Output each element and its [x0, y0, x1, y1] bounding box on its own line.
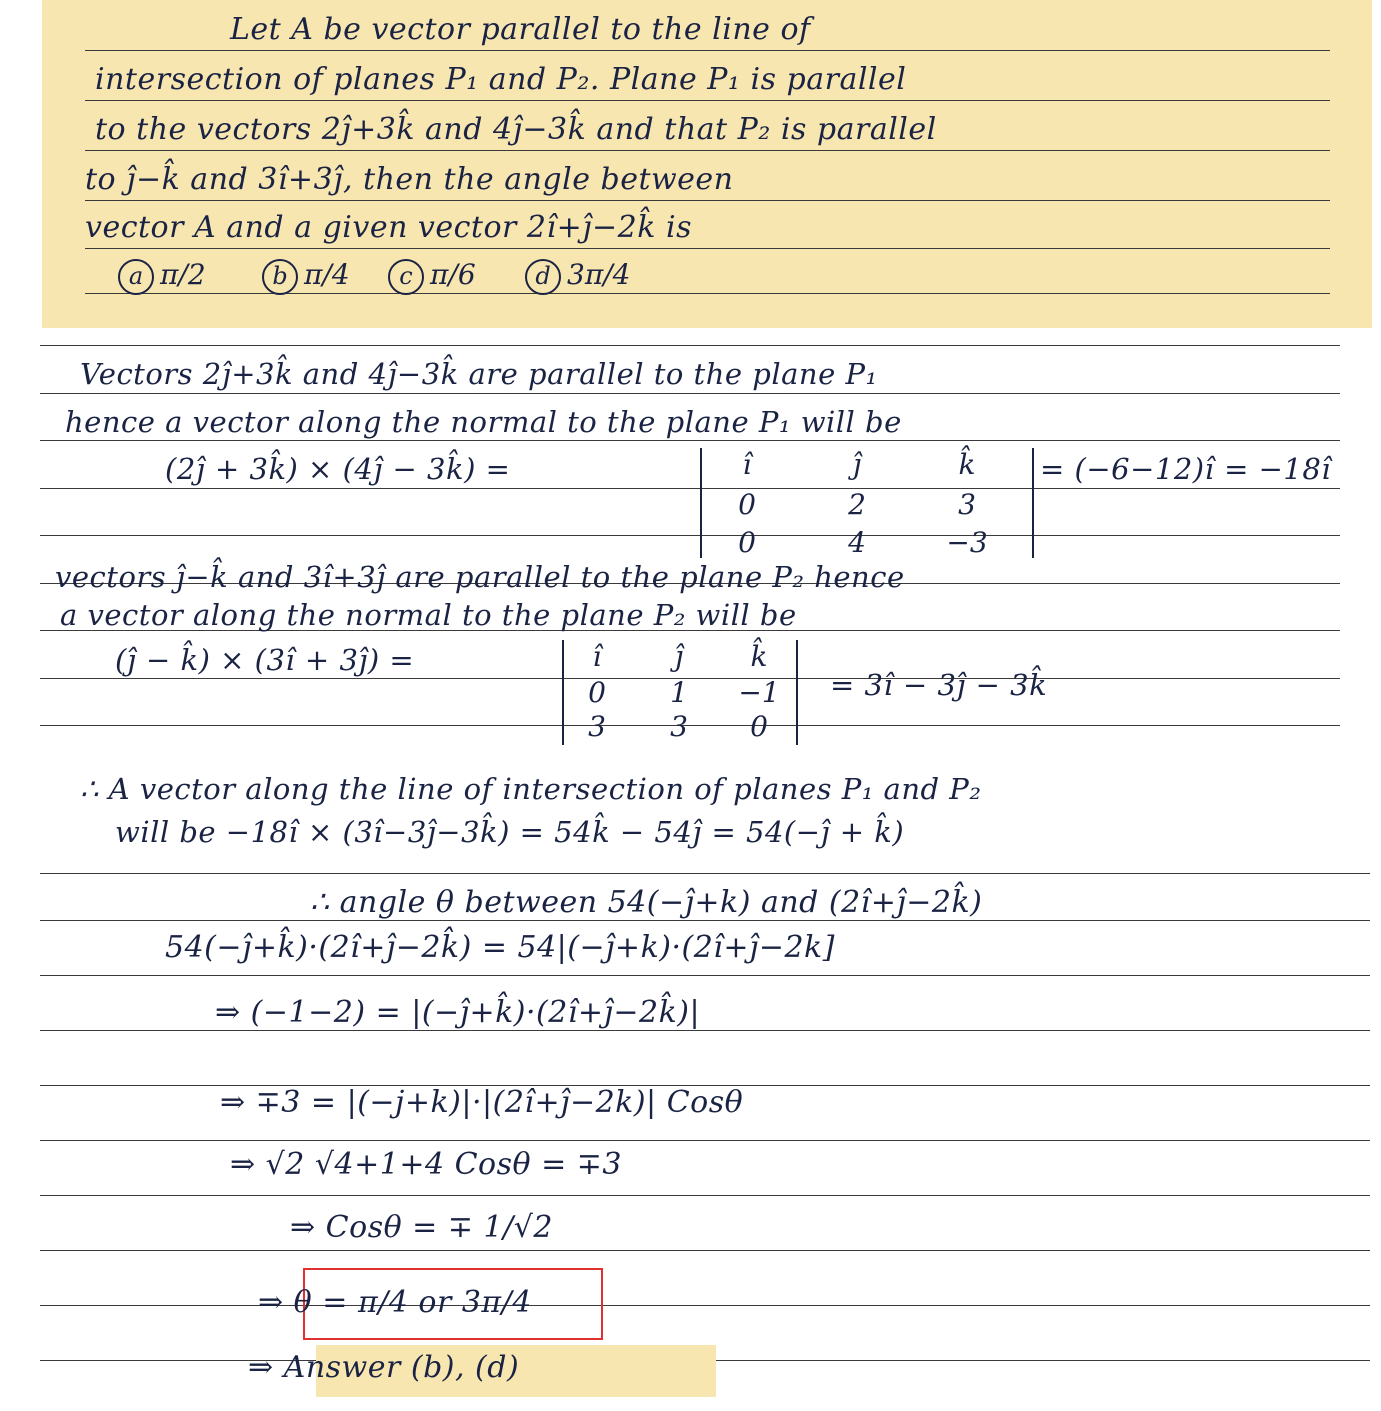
p2-line-2: a vector along the normal to the plane P₂ will be	[60, 598, 797, 632]
det-cell: −3	[946, 526, 988, 559]
ruled-line	[40, 488, 1340, 489]
ruled-line	[40, 345, 1340, 346]
det-cell: k̂	[958, 448, 976, 481]
det-cell: 3	[670, 710, 688, 743]
p1-cross-product: (2ĵ + 3k̂) × (4ĵ − 3k̂) =	[165, 452, 511, 486]
option-a	[118, 258, 206, 295]
det-cell: ĵ	[852, 448, 862, 481]
det-cell: −1	[738, 676, 780, 709]
step-2: ⇒ ∓3 = |(−j+k)|·|(2î+ĵ−2k)| Cosθ	[220, 1085, 744, 1120]
option-label: a	[118, 259, 154, 295]
option-b	[262, 258, 350, 295]
p1-determinant	[700, 448, 1034, 558]
det-cell: 3	[958, 488, 976, 521]
option-value: π/4	[304, 258, 350, 291]
ruled-line	[85, 200, 1330, 201]
question-line-1: Let A be vector parallel to the line of	[230, 12, 811, 47]
step-5: ⇒ θ = π/4 or 3π/4	[258, 1285, 532, 1320]
p1-line-2: hence a vector along the normal to the plane P₁ will be	[65, 405, 902, 439]
ruled-line	[40, 920, 1370, 921]
ruled-line	[40, 1305, 1370, 1306]
step-4: ⇒ Cosθ = ∓ 1/√2	[290, 1210, 553, 1245]
step-3: ⇒ √2 √4+1+4 Cosθ = ∓3	[230, 1147, 623, 1182]
det-cell: î	[742, 448, 752, 481]
option-value: π/2	[160, 258, 206, 291]
p2-normal-result: = 3î − 3ĵ − 3k̂	[830, 668, 1048, 702]
ruled-line	[85, 248, 1330, 249]
ruled-line	[40, 1140, 1370, 1141]
option-value: 3π/4	[567, 258, 631, 291]
det-cell: 2	[848, 488, 866, 521]
option-value: π/6	[430, 258, 476, 291]
step-1: ⇒ (−1−2) = |(−ĵ+k̂)·(2î+ĵ−2k̂)|	[215, 995, 701, 1030]
ruled-line	[85, 150, 1330, 151]
det-cell: 0	[750, 710, 768, 743]
p2-determinant	[562, 640, 798, 745]
question-line-2: intersection of planes P₁ and P₂. Plane P₁ is parallel	[95, 62, 907, 97]
det-cell: 0	[738, 526, 756, 559]
question-line-5: vector A and a given vector 2î+ĵ−2k̂ is	[85, 210, 692, 245]
option-label: b	[262, 259, 298, 295]
p1-line-1: Vectors 2ĵ+3k̂ and 4ĵ−3k̂ are parallel to the plane P₁	[80, 357, 878, 391]
p2-line-1: vectors ĵ−k̂ and 3î+3ĵ are parallel to the plane P₂ hence	[55, 560, 905, 594]
ruled-line	[85, 50, 1330, 51]
ruled-line	[40, 393, 1340, 394]
ruled-line	[40, 975, 1370, 976]
det-cell: 1	[670, 676, 688, 709]
det-cell: ĵ	[674, 640, 684, 673]
angle-line-2: 54(−ĵ+k̂)·(2î+ĵ−2k̂) = 54|(−ĵ+k)·(2î+ĵ−2k]	[165, 930, 835, 965]
question-line-4: to ĵ−k̂ and 3î+3ĵ, then the angle between	[85, 162, 734, 197]
ruled-line	[40, 1030, 1370, 1031]
question-line-3: to the vectors 2ĵ+3k̂ and 4ĵ−3k̂ and that P₂ is parallel	[95, 112, 937, 147]
intersection-line-2: will be −18î × (3î−3ĵ−3k̂) = 54k̂ − 54ĵ = 54(−ĵ + k̂)	[115, 815, 905, 849]
angle-line-1: ∴ angle θ between 54(−ĵ+k) and (2î+ĵ−2k̂)	[310, 885, 983, 920]
det-cell: 4	[848, 526, 866, 559]
ruled-line	[85, 100, 1330, 101]
option-d	[525, 258, 630, 295]
option-label: d	[525, 259, 561, 295]
option-c	[388, 258, 476, 295]
final-answer: ⇒ Answer (b), (d)	[248, 1350, 520, 1385]
p1-normal-result: = (−6−12)î = −18î	[1040, 452, 1332, 486]
ruled-line	[40, 535, 1340, 536]
det-cell: 0	[738, 488, 756, 521]
ruled-line	[40, 1250, 1370, 1251]
ruled-line	[40, 873, 1370, 874]
det-cell: 3	[588, 710, 606, 743]
det-cell: î	[592, 640, 602, 673]
intersection-line-1: ∴ A vector along the line of intersection of planes P₁ and P₂	[80, 772, 982, 806]
p2-cross-product: (ĵ − k̂) × (3î + 3ĵ) =	[115, 643, 415, 677]
ruled-line	[40, 440, 1340, 441]
ruled-line	[40, 1195, 1370, 1196]
det-cell: 0	[588, 676, 606, 709]
option-label: c	[388, 259, 424, 295]
det-cell: k̂	[750, 640, 768, 673]
